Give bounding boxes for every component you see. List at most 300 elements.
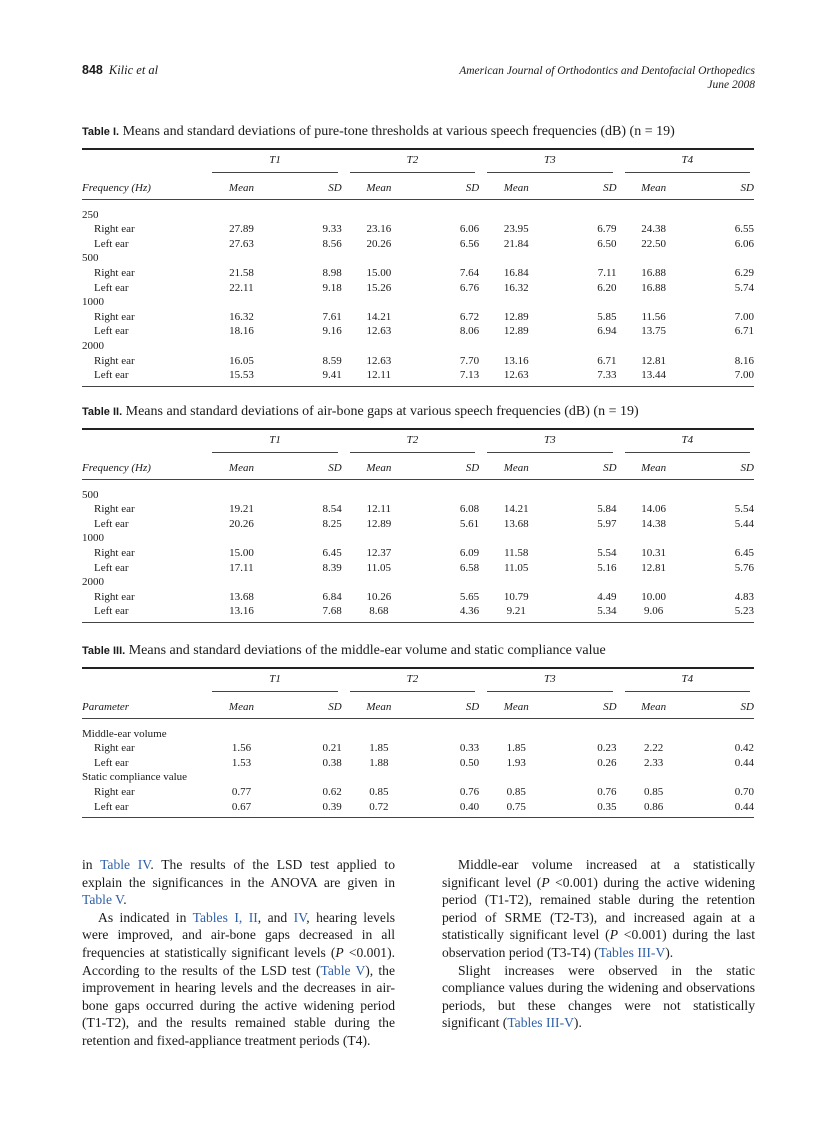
mean-cell: 17.11: [229, 561, 254, 574]
section-row: [82, 339, 754, 354]
mean-cell: 16.84: [503, 266, 529, 279]
text-run: ), the improvement in hearing levels and the decreases in air-bone gaps occurred during the active widening period (T1-T2), and the results remained stable during the retention and fixed-appliance treatment periods (T4).: [82, 962, 395, 1048]
mean-cell: 16.32: [503, 281, 529, 294]
table-label: Table II.: [82, 406, 123, 418]
sd-cell: 4.83: [734, 590, 754, 603]
sd-cell: 5.65: [459, 590, 480, 603]
text-run: <0.001) during the last observation period (T3-T4) (: [442, 927, 756, 960]
section-title: 1000: [82, 296, 104, 309]
first-column-header: Frequency (Hz): [82, 173, 204, 200]
section-row: [82, 208, 754, 223]
table-row: [82, 561, 754, 576]
sd-cell: 0.40: [410, 800, 479, 818]
running-header-right: [459, 64, 755, 92]
sd-cell: 6.79: [597, 223, 617, 236]
table-2: [82, 404, 754, 623]
row-label: Left ear: [94, 756, 129, 769]
table-row: [82, 546, 754, 561]
paragraph: [82, 856, 395, 909]
sd-cell: 6.09: [459, 546, 480, 559]
running-header-left: [82, 63, 158, 78]
table-row: [82, 604, 754, 622]
section-title: Static compliance value: [82, 771, 188, 784]
blank-header-cell: [82, 150, 204, 173]
paragraph: [442, 962, 755, 1032]
row-label: Left ear: [94, 237, 129, 250]
mean-header: Mean: [204, 173, 272, 200]
mean-cell: 0.85: [506, 785, 526, 798]
table-row: [82, 237, 754, 252]
mean-cell: 14.38: [641, 517, 666, 530]
sd-cell: 8.06: [459, 325, 480, 338]
mean-cell: 1.53: [231, 756, 252, 769]
sd-cell: 6.08: [459, 503, 480, 516]
text-run: , and: [257, 909, 294, 925]
mean-cell: 0.77: [231, 785, 252, 798]
row-label: Right ear: [94, 785, 135, 798]
mean-header: Mean: [342, 173, 410, 200]
table-row: [82, 517, 754, 532]
section-title: Middle-ear volume: [82, 727, 167, 740]
mean-cell: 15.26: [366, 281, 392, 294]
mean-cell: 12.89: [503, 310, 529, 323]
sd-cell: 8.59: [322, 354, 342, 367]
sd-cell: 8.39: [322, 561, 342, 574]
time-point-label: T3: [487, 433, 612, 453]
mean-cell: 19.21: [229, 503, 254, 516]
section-row: [82, 770, 754, 785]
text-run: in: [82, 857, 101, 872]
time-point-header: [204, 669, 341, 692]
mean-cell: 11.58: [504, 546, 529, 559]
text-run: Middle-ear volume increased at a statistically significant level (: [442, 857, 755, 890]
table-reference-link[interactable]: Tables III-V: [507, 1015, 574, 1031]
mean-cell: 15.53: [204, 368, 272, 386]
sd-cell: 7.70: [459, 354, 480, 367]
sd-cell: 9.33: [322, 223, 342, 236]
table-reference-link[interactable]: IV: [293, 909, 307, 925]
mean-cell: 12.89: [503, 325, 529, 338]
sd-cell: 6.45: [322, 546, 342, 559]
row-label: Left ear: [82, 800, 204, 818]
sd-cell: 0.35: [547, 800, 616, 818]
table-row: [82, 800, 754, 818]
data-table: [82, 669, 754, 818]
sd-cell: 6.94: [597, 325, 617, 338]
sd-cell: 0.76: [597, 785, 617, 798]
section-title: 2000: [82, 339, 104, 352]
mean-cell: 2.33: [644, 756, 664, 769]
mean-cell: 12.89: [366, 517, 392, 530]
row-label: Right ear: [94, 742, 135, 755]
spacer-cell: [82, 479, 754, 488]
mean-cell: 13.68: [229, 590, 254, 603]
section-title: 500: [82, 252, 99, 265]
sd-cell: 0.76: [459, 785, 480, 798]
mean-cell: 11.05: [504, 561, 529, 574]
sd-header: SD: [410, 453, 479, 480]
mean-cell: 0.72: [342, 800, 410, 818]
table-row: [82, 324, 754, 339]
time-point-label: T1: [212, 672, 337, 692]
mean-cell: 12.81: [641, 561, 666, 574]
sd-cell: 0.21: [322, 742, 342, 755]
table-caption: [82, 124, 754, 140]
time-point-header: [479, 150, 616, 173]
blank-header-cell: [82, 430, 204, 453]
mean-cell: 12.63: [366, 325, 392, 338]
sd-cell: 8.16: [734, 354, 754, 367]
paragraph: [442, 856, 755, 962]
mean-cell: 0.67: [204, 800, 272, 818]
mean-header: Mean: [479, 453, 547, 480]
mean-cell: 9.21: [479, 604, 547, 622]
table-row: [82, 590, 754, 605]
sd-cell: 4.36: [410, 604, 479, 622]
mean-cell: 10.79: [503, 590, 529, 603]
first-column-header: Frequency (Hz): [82, 453, 204, 480]
time-point-label: T3: [487, 672, 612, 692]
mean-cell: 12.11: [342, 368, 410, 386]
mean-cell: 23.95: [503, 223, 529, 236]
time-point-label: T4: [625, 433, 750, 453]
spacer-row: [82, 479, 754, 488]
sd-header: SD: [273, 692, 342, 719]
sd-cell: 0.44: [734, 756, 754, 769]
sd-header: SD: [273, 453, 342, 480]
sd-cell: 5.84: [597, 503, 617, 516]
sd-cell: 5.61: [459, 517, 480, 530]
mean-cell: 8.68: [342, 604, 410, 622]
sd-cell: 7.64: [459, 266, 480, 279]
sd-cell: 7.13: [410, 368, 479, 386]
sd-cell: 6.71: [734, 325, 754, 338]
sd-cell: 8.56: [322, 237, 342, 250]
mean-cell: 0.86: [617, 800, 685, 818]
mean-cell: 13.44: [617, 368, 685, 386]
mean-cell: 1.85: [506, 742, 526, 755]
sd-cell: 6.55: [734, 223, 754, 236]
mean-cell: 22.50: [641, 237, 666, 250]
text-run: .: [123, 892, 127, 908]
mean-header: Mean: [617, 173, 685, 200]
mean-cell: 0.85: [369, 785, 389, 798]
table-row: [82, 281, 754, 296]
sd-cell: 6.45: [734, 546, 754, 559]
mean-header: Mean: [617, 453, 685, 480]
section-title: 1000: [82, 532, 104, 545]
section-row: [82, 488, 754, 503]
table-row: [82, 354, 754, 369]
table-reference-link[interactable]: Table V: [82, 892, 124, 908]
text-run: As indicated in: [98, 909, 193, 925]
mean-cell: 20.26: [229, 517, 254, 530]
issue-date: June 2008: [707, 79, 755, 91]
sd-header: SD: [685, 453, 754, 480]
sd-cell: 7.61: [322, 310, 342, 323]
sd-cell: 6.72: [459, 310, 480, 323]
time-point-header: [617, 150, 754, 173]
time-point-label: T4: [625, 672, 750, 692]
sd-cell: 7.00: [685, 368, 754, 386]
mean-cell: 16.32: [229, 310, 254, 323]
table-row: [82, 502, 754, 517]
sd-cell: 5.44: [734, 517, 754, 530]
mean-header: Mean: [204, 453, 272, 480]
sd-cell: 6.56: [459, 237, 480, 250]
time-point-label: T3: [487, 153, 612, 173]
sd-cell: 5.85: [597, 310, 617, 323]
time-point-header: [617, 430, 754, 453]
mean-cell: 15.00: [366, 266, 392, 279]
sd-header: SD: [685, 692, 754, 719]
time-point-header: [342, 150, 479, 173]
table-row: [82, 222, 754, 237]
mean-cell: 13.16: [204, 604, 272, 622]
body-text-left-column: [82, 856, 395, 1050]
mean-cell: 11.05: [366, 561, 392, 574]
section-row: [82, 531, 754, 546]
text-run: <0.001). According to the results of the LSD test (: [82, 944, 395, 978]
time-point-header: [479, 669, 616, 692]
sd-cell: 6.58: [459, 561, 480, 574]
mean-header: Mean: [479, 173, 547, 200]
sd-header: SD: [410, 692, 479, 719]
mean-cell: 1.56: [231, 742, 252, 755]
mean-cell: 13.75: [641, 325, 666, 338]
sd-cell: 0.44: [685, 800, 754, 818]
group-header-row: [82, 430, 754, 453]
mean-cell: 0.85: [644, 785, 664, 798]
sd-cell: 0.38: [322, 756, 342, 769]
row-label: Right ear: [94, 590, 135, 603]
time-point-label: T2: [350, 153, 475, 173]
row-label: Left ear: [94, 325, 129, 338]
row-label: Right ear: [94, 546, 135, 559]
group-header-row: [82, 150, 754, 173]
sd-cell: 0.33: [459, 742, 480, 755]
sd-cell: 5.54: [734, 503, 754, 516]
section-title: 2000: [82, 576, 104, 589]
text-run: . The results of the LSD test applied to explain the significances in the ANOVA are given in: [82, 857, 396, 890]
paragraph: [82, 909, 395, 1050]
sd-cell: 0.39: [273, 800, 342, 818]
sd-cell: 9.16: [322, 325, 342, 338]
sd-header: SD: [547, 692, 616, 719]
row-label: Left ear: [82, 368, 204, 386]
spacer-row: [82, 718, 754, 727]
sd-header: SD: [273, 173, 342, 200]
time-point-header: [617, 669, 754, 692]
mean-cell: 12.81: [641, 354, 666, 367]
page-number: 848: [82, 63, 103, 77]
sd-cell: 4.49: [597, 590, 617, 603]
mean-cell: 10.26: [366, 590, 392, 603]
mean-header: Mean: [204, 692, 272, 719]
data-table: [82, 430, 754, 623]
time-point-label: T1: [212, 433, 337, 453]
text-run: <0.001) during the active widening period (T1-T2), remained stable during the retention period of SRME (T2-T3), and increased again at a statistically significant level (: [442, 874, 755, 943]
table-label: Table III.: [82, 645, 126, 657]
mean-cell: 24.38: [641, 223, 666, 236]
column-header-row: [82, 453, 754, 480]
sd-cell: 5.23: [685, 604, 754, 622]
mean-cell: 18.16: [229, 325, 254, 338]
mean-cell: 16.05: [229, 354, 254, 367]
mean-cell: 20.26: [366, 237, 392, 250]
row-label: Right ear: [94, 503, 135, 516]
sd-cell: 6.84: [322, 590, 342, 603]
row-label: Right ear: [94, 310, 135, 323]
section-row: [82, 295, 754, 310]
mean-header: Mean: [617, 692, 685, 719]
table-caption-text: Means and standard deviations of pure-tone thresholds at various speech frequencies (dB) (n = 19): [122, 124, 675, 139]
sd-cell: 0.23: [597, 742, 617, 755]
table-caption: [82, 404, 754, 420]
body-text-right-column: [442, 856, 755, 1032]
mean-cell: 14.06: [641, 503, 666, 516]
text-run: Slight increases were observed in the static compliance values during the widening and observations periods, but these changes were not statistically significant (: [442, 962, 755, 1031]
time-point-header: [204, 430, 341, 453]
mean-header: Mean: [342, 692, 410, 719]
sd-cell: 7.11: [597, 266, 617, 279]
spacer-row: [82, 199, 754, 208]
italic-text: P: [541, 874, 550, 890]
row-label: Left ear: [94, 517, 129, 530]
section-row: [82, 251, 754, 266]
mean-cell: 10.00: [641, 590, 666, 603]
sd-cell: 5.76: [734, 561, 754, 574]
sd-cell: 7.33: [547, 368, 616, 386]
time-point-label: T2: [350, 433, 475, 453]
table-reference-link[interactable]: Tables III-V: [598, 944, 666, 960]
table-row: [82, 266, 754, 281]
text-run: ).: [573, 1015, 582, 1031]
sd-cell: 0.62: [322, 785, 342, 798]
mean-cell: 1.88: [369, 756, 389, 769]
mean-cell: 1.93: [506, 756, 526, 769]
row-label: Left ear: [94, 281, 129, 294]
table-caption-text: Means and standard deviations of air-bone gaps at various speech frequencies (dB) (n = 19): [125, 404, 639, 419]
table-reference-link[interactable]: Table V: [320, 962, 366, 978]
sd-cell: 6.29: [734, 266, 754, 279]
table-row: [82, 368, 754, 386]
sd-cell: 0.42: [734, 742, 754, 755]
mean-cell: 13.16: [503, 354, 529, 367]
mean-cell: 12.37: [366, 546, 392, 559]
mean-cell: 21.84: [503, 237, 529, 250]
spacer-cell: [82, 718, 754, 727]
sd-cell: 6.06: [459, 223, 480, 236]
table-1: [82, 124, 754, 387]
mean-cell: 11.56: [641, 310, 666, 323]
spacer-cell: [82, 199, 754, 208]
row-label: Right ear: [94, 354, 135, 367]
mean-cell: 2.22: [644, 742, 664, 755]
sd-cell: 8.25: [322, 517, 342, 530]
table-row: [82, 741, 754, 756]
section-row: [82, 575, 754, 590]
text-run: , hearing levels were improved, and air-bone gaps decreased in all frequencies at statistically significant levels (: [82, 909, 396, 960]
mean-cell: 22.11: [229, 281, 254, 294]
mean-cell: 13.68: [503, 517, 529, 530]
time-point-header: [204, 150, 341, 173]
mean-cell: 16.88: [641, 266, 666, 279]
mean-cell: 12.63: [479, 368, 547, 386]
mean-cell: 21.58: [229, 266, 254, 279]
sd-header: SD: [547, 453, 616, 480]
column-header-row: [82, 173, 754, 200]
time-point-header: [342, 430, 479, 453]
sd-cell: 6.71: [597, 354, 617, 367]
sd-cell: 9.18: [322, 281, 342, 294]
time-point-header: [342, 669, 479, 692]
section-title: 500: [82, 488, 99, 501]
blank-header-cell: [82, 669, 204, 692]
sd-cell: 6.06: [734, 237, 754, 250]
mean-cell: 16.88: [641, 281, 666, 294]
sd-cell: 7.68: [273, 604, 342, 622]
sd-header: SD: [685, 173, 754, 200]
sd-cell: 5.97: [597, 517, 617, 530]
section-row: [82, 727, 754, 742]
row-label: Left ear: [82, 604, 204, 622]
mean-cell: 12.11: [366, 503, 392, 516]
italic-text: P: [335, 944, 344, 960]
sd-cell: 7.00: [734, 310, 754, 323]
mean-cell: 14.21: [366, 310, 392, 323]
table-row: [82, 785, 754, 800]
row-label: Right ear: [94, 266, 135, 279]
mean-cell: 27.63: [229, 237, 254, 250]
sd-cell: 6.20: [597, 281, 617, 294]
mean-cell: 23.16: [366, 223, 392, 236]
time-point-label: T1: [212, 153, 337, 173]
mean-cell: 1.85: [369, 742, 389, 755]
section-title: 250: [82, 208, 99, 221]
group-header-row: [82, 669, 754, 692]
table-reference-link[interactable]: Table IV: [100, 857, 151, 872]
time-point-header: [479, 430, 616, 453]
sd-header: SD: [410, 173, 479, 200]
mean-cell: 9.06: [617, 604, 685, 622]
sd-cell: 9.41: [273, 368, 342, 386]
sd-cell: 0.50: [459, 756, 480, 769]
sd-cell: 6.50: [597, 237, 617, 250]
table-row: [82, 756, 754, 771]
italic-text: P: [609, 927, 618, 943]
mean-cell: 27.89: [229, 223, 254, 236]
table-row: [82, 310, 754, 325]
time-point-label: T2: [350, 672, 475, 692]
running-authors: Kilic et al: [108, 63, 159, 77]
mean-cell: 0.75: [479, 800, 547, 818]
mean-cell: 10.31: [641, 546, 666, 559]
row-label: Left ear: [94, 561, 129, 574]
sd-cell: 5.16: [597, 561, 617, 574]
table-caption-text: Means and standard deviations of the middle-ear volume and static compliance value: [128, 643, 606, 658]
mean-header: Mean: [479, 692, 547, 719]
journal-title: American Journal of Orthodontics and Dentofacial Orthopedics: [459, 65, 755, 77]
sd-cell: 0.26: [597, 756, 617, 769]
table-caption: [82, 643, 754, 659]
table-reference-link[interactable]: Tables I, II: [192, 909, 258, 925]
mean-cell: 14.21: [503, 503, 529, 516]
sd-cell: 8.98: [322, 266, 342, 279]
column-header-row: [82, 692, 754, 719]
sd-cell: 8.54: [322, 503, 342, 516]
data-table: [82, 150, 754, 387]
